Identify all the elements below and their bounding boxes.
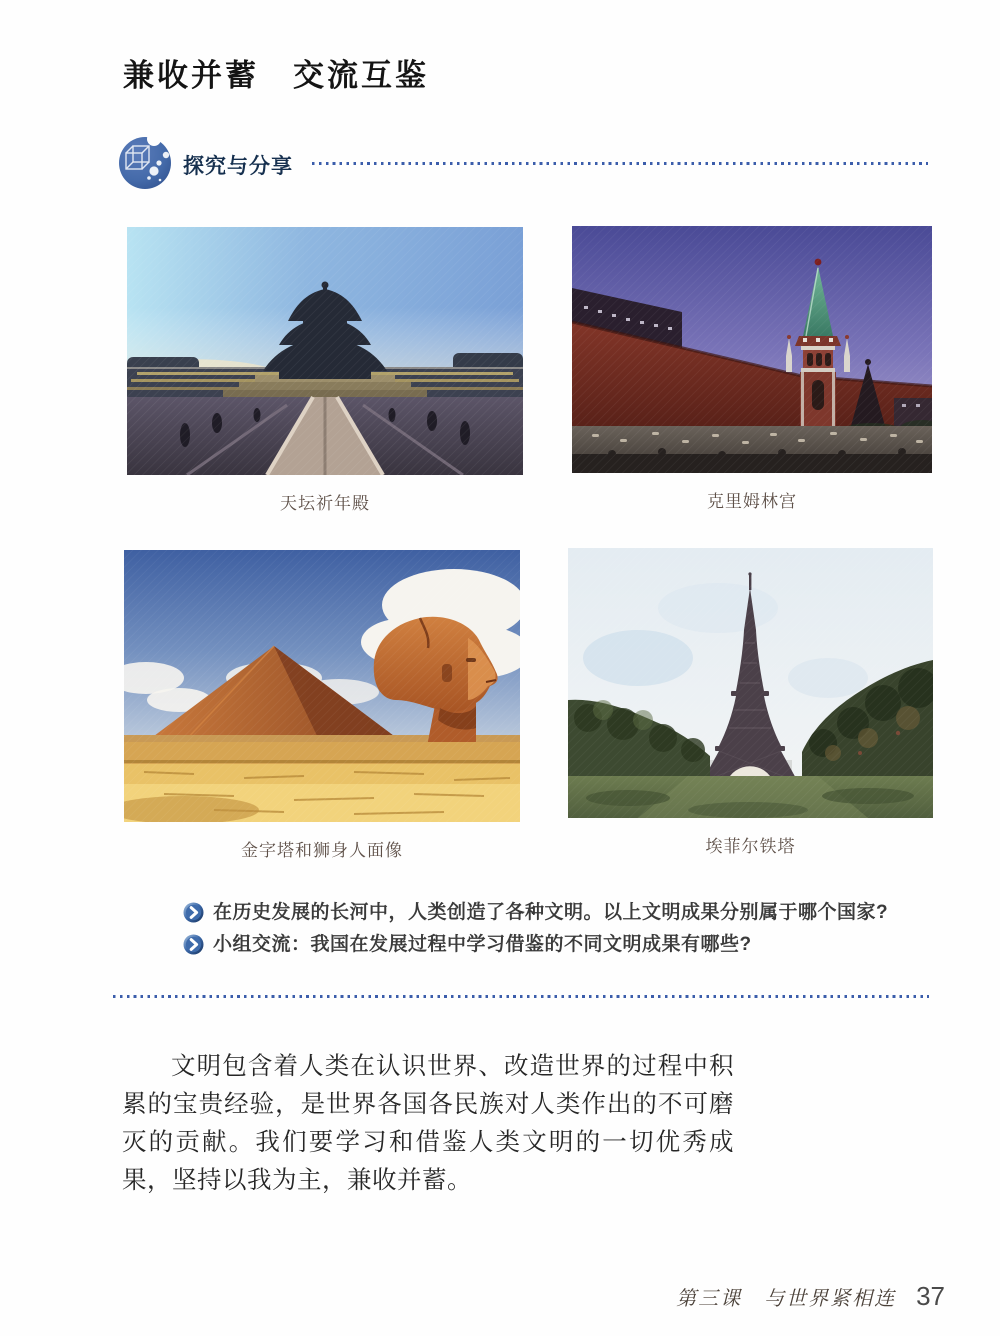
temple-of-heaven-photo: [127, 227, 523, 475]
explore-share-icon-svg: [118, 133, 174, 191]
question-text: 在历史发展的长河中，人类创造了各种文明。以上文明成果分别属于哪个国家?: [213, 902, 889, 923]
pyramid-sphinx-photo-svg: [124, 550, 520, 822]
kremlin-photo: [572, 226, 932, 473]
explore-share-icon: [118, 133, 174, 191]
dotted-leader: [312, 162, 928, 165]
figure-eiffel-tower: [568, 548, 933, 857]
kremlin-photo-svg: [572, 226, 932, 473]
arrow-circle-icon-svg: [183, 934, 204, 955]
eiffel-tower-photo: [568, 548, 933, 818]
figure-temple-of-heaven: [127, 227, 523, 514]
figure-caption: 天坛祈年殿: [280, 494, 370, 513]
figure-caption: 金字塔和狮身人面像: [241, 841, 403, 860]
arrow-circle-icon-svg: [183, 902, 204, 923]
figure-caption: 埃菲尔铁塔: [705, 837, 796, 856]
temple-of-heaven-photo-svg: [127, 227, 523, 475]
pyramid-sphinx-photo: [124, 550, 520, 822]
page-footer: [676, 1281, 945, 1313]
explore-share-section-header: [118, 133, 930, 193]
figure-caption: 克里姆林宫: [707, 492, 797, 511]
figure-kremlin: [572, 226, 932, 512]
footer-page-number: 37: [916, 1281, 945, 1311]
explore-questions: [183, 901, 913, 965]
figure-pyramid-sphinx: [124, 550, 520, 861]
arrow-circle-icon: [183, 902, 204, 923]
explore-share-label: 探究与分享: [183, 155, 293, 178]
body-paragraph: 文明包含着人类在认识世界、改造世界的过程中积累的宝贵经验，是世界各国各民族对人类作出的不可磨灭的贡献。我们要学习和借鉴人类文明的一切优秀成果，坚持以我为主，兼收并蓄。: [122, 1053, 734, 1194]
question-text: 小组交流：我国在发展过程中学习借鉴的不同文明成果有哪些?: [213, 934, 752, 955]
arrow-circle-icon: [183, 934, 204, 955]
page-title: 兼收并蓄 交流互鉴: [123, 58, 429, 93]
footer-lesson-title: 第三课 与世界紧相连: [676, 1288, 897, 1310]
eiffel-tower-photo-svg: [568, 548, 933, 818]
section-divider: [113, 995, 929, 998]
question-row: [183, 901, 913, 924]
question-row: [183, 933, 913, 956]
